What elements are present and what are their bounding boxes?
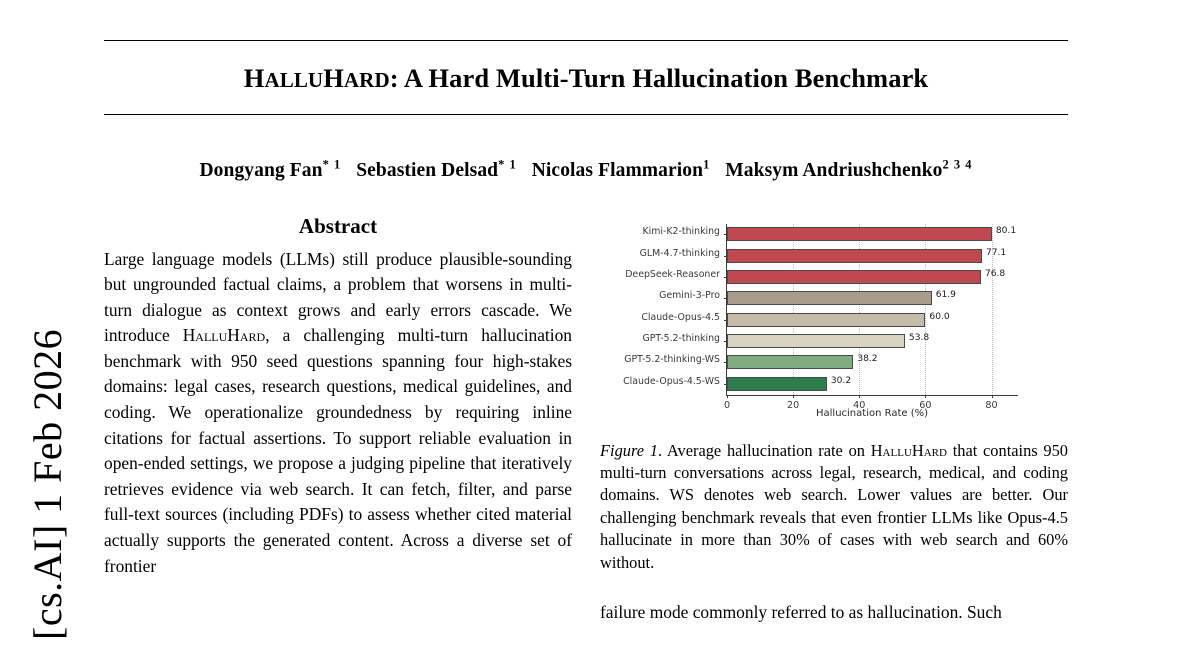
- author-entry: [356, 157, 517, 181]
- chart-bar: [727, 227, 992, 241]
- chart-bar-value-label: 60.0: [929, 311, 950, 322]
- title-suffix: : A Hard Multi-Turn Hallucination Benchmark: [389, 63, 929, 93]
- chart-ytick-label: Claude-Opus-4.5-WS: [623, 375, 720, 387]
- chart-xtick: [793, 395, 794, 398]
- chart-xaxis-title: Hallucination Rate (%): [815, 407, 929, 419]
- chart-bar-value-label: 80.1: [995, 226, 1017, 237]
- arxiv-side-stamp: [10, 0, 96, 648]
- chart-ytick-label: Claude-Opus-4.5: [641, 311, 720, 323]
- chart-bar-row: [623, 375, 1018, 391]
- chart-bar-row: [641, 311, 1018, 327]
- figure-caption-part1: . Average hallucination rate on: [657, 440, 871, 460]
- abstract-text: [104, 247, 572, 580]
- chart-bar: [727, 313, 925, 327]
- chart-ytick-label: GPT-5.2-thinking-WS: [624, 354, 720, 366]
- chart-xtick-label: 40: [853, 399, 866, 411]
- chart-xtick-label: 80: [985, 399, 998, 411]
- chart-bar-value-label: 53.8: [908, 333, 930, 344]
- chart-bar-row: [642, 333, 1018, 348]
- chart-bar: [727, 270, 981, 284]
- chart-xtick: [992, 395, 993, 398]
- figure-1: [600, 218, 1068, 574]
- author-marks: * 1: [322, 157, 342, 171]
- author-entry: [725, 157, 973, 181]
- two-column-body: [104, 214, 1068, 626]
- chart-bar-value-label: 38.2: [857, 354, 878, 365]
- figure-caption-part2: that contains 950 multi-turn conversations across legal, research, medical, and coding domains. WS denotes web search. Lower values are better. Our challenging benchmark reveals that even frontier LLMs like Opus-4.5 hallucinate in more than 30% of cases with web search and 60% without.: [600, 440, 1068, 572]
- chart-bar-value-label: 76.8: [984, 268, 1006, 279]
- author-name: Nicolas Flammarion: [531, 159, 704, 181]
- chart-bar-value-label: 30.2: [830, 375, 852, 386]
- chart-bar: [727, 355, 853, 369]
- paper-page: [104, 0, 1200, 648]
- title-allu: ALLU: [264, 68, 324, 92]
- chart-xtick: [859, 395, 860, 398]
- chart-ytick-label: Gemini-3-Pro: [659, 290, 720, 302]
- chart-ytick-label: DeepSeek-Reasoner: [625, 268, 720, 280]
- chart-ytick-label: GLM-4.7-thinking: [639, 247, 720, 259]
- chart-ytick-label: GPT-5.2-thinking: [642, 333, 720, 345]
- author-marks: 2 3 4: [942, 157, 973, 171]
- chart-xtick-label: 0: [723, 399, 731, 411]
- figure-caption-benchmark-name: HalluHard: [870, 440, 947, 460]
- author-name: Dongyang Fan: [199, 159, 323, 181]
- chart-plot-area: [623, 224, 1018, 411]
- chart-bar-row: [639, 247, 1018, 263]
- abstract-part2: , a challenging multi-turn hallucination benchmark with 950 seed questions spanning four high-stakes domains: legal cases, research questions, medical guidelines, and coding. We operationalize groundedness by requiring inline citations for factual assertions. To support reliable evaluation in open-ended settings, we propose a judging pipeline that iteratively retrieves evidence via web search. It can fetch, filter, and parse full-text sources (including PDFs) to assess whether cited material actually supports the generated content. Across a diverse set of frontier: [104, 325, 572, 576]
- figure-label: Figure 1: [600, 440, 658, 460]
- chart-xtick-label: 20: [787, 399, 800, 411]
- arxiv-stamp-text: [cs.AI] 1 Feb 2026: [25, 328, 70, 640]
- chart-bar-row: [659, 290, 1018, 305]
- title-hard: ARD: [343, 68, 390, 92]
- page-title: [104, 41, 1068, 114]
- author-marks: 1: [703, 157, 711, 171]
- author-name: Sebastien Delsad: [356, 159, 499, 181]
- title-h2: H: [323, 63, 344, 93]
- chart-xtick: [925, 395, 926, 398]
- author-entry: [531, 157, 711, 181]
- author-marks: * 1: [498, 157, 517, 171]
- chart-bar-value-label: 77.1: [985, 247, 1007, 258]
- chart-bar: [727, 334, 905, 348]
- chart-bar-value-label: 61.9: [935, 290, 956, 301]
- title-rule-bottom: [104, 114, 1068, 115]
- chart-bar-row: [624, 354, 1018, 369]
- figure-caption: [600, 440, 1068, 574]
- right-column-paragraph: failure mode commonly referred to as hallucination. Such: [600, 601, 1002, 622]
- chart-bar: [727, 249, 982, 263]
- chart-ytick-label: Kimi-K2-thinking: [642, 226, 720, 238]
- abstract-heading: Abstract: [298, 213, 378, 238]
- chart-bar-row: [642, 226, 1018, 241]
- chart-xtick-label: 60: [919, 399, 932, 411]
- author-name: Maksym Andriushchenko: [725, 159, 943, 181]
- chart-xtick: [727, 395, 728, 398]
- right-column: [600, 214, 1068, 626]
- chart-bar: [727, 377, 827, 391]
- abstract-benchmark-name: HalluHard: [182, 325, 266, 346]
- abstract-part1: Large language models (LLMs) still produce plausible-sounding but ungrounded factual claims, a problem that worsens in multi-turn dialogue as context grows and early errors cascade. We introduce: [104, 248, 572, 346]
- chart-bar-row: [625, 268, 1018, 284]
- title-h1: H: [243, 63, 265, 93]
- author-entry: [199, 157, 342, 181]
- author-list: [104, 157, 1068, 182]
- left-column: [104, 214, 572, 626]
- chart-bar: [727, 291, 932, 305]
- hallucination-rate-bar-chart: [600, 218, 1068, 430]
